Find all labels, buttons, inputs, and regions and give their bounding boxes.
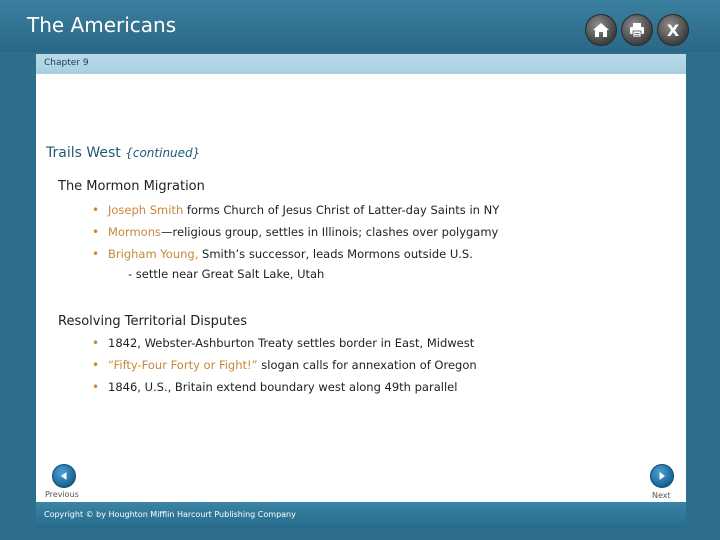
- next-button[interactable]: [650, 464, 674, 488]
- slide-title-text: Trails West: [46, 145, 121, 161]
- home-icon: [592, 22, 610, 38]
- item-highlight: Joseph Smith: [108, 203, 184, 217]
- previous-label: Previous: [45, 490, 79, 499]
- list-item: [92, 354, 477, 376]
- item-text: Smith’s successor, leads Mormons outside U.S.: [198, 247, 473, 261]
- mormon-migration-list: [92, 199, 499, 265]
- list-item: [92, 332, 477, 354]
- print-button[interactable]: [621, 14, 653, 46]
- item-text: forms Church of Jesus Christ of Latter-day Saints in NY: [183, 203, 500, 217]
- slide-content: [36, 74, 686, 502]
- list-item: [92, 199, 499, 221]
- section-heading-mormon-migration: The Mormon Migration: [58, 179, 205, 194]
- print-icon: [629, 22, 645, 38]
- app-title: The Americans: [27, 13, 177, 37]
- list-item: [92, 376, 477, 398]
- item-highlight: “Fifty-Four Forty or Fight!”: [108, 358, 258, 372]
- item-text: —religious group, settles in Illinois; clashes over polygamy: [161, 225, 499, 239]
- list-item: [92, 243, 499, 265]
- footer-bar: [36, 502, 686, 528]
- previous-button[interactable]: [52, 464, 76, 488]
- section-heading-territorial-disputes: Resolving Territorial Disputes: [58, 314, 247, 329]
- item-highlight: Mormons: [108, 225, 162, 239]
- slide-title-suffix: {continued}: [125, 146, 201, 160]
- close-icon: X: [666, 20, 680, 40]
- item-text: slogan calls for annexation of Oregon: [257, 358, 477, 372]
- chapter-label: Chapter 9: [44, 58, 89, 68]
- list-item: [92, 221, 499, 243]
- close-button[interactable]: [657, 14, 689, 46]
- copyright-text: Copyright © by Houghton Mifflin Harcourt Publishing Company: [44, 510, 296, 519]
- header-bar: [0, 0, 720, 52]
- item-text: 1842, Webster-Ashburton Treaty settles border in East, Midwest: [108, 336, 475, 350]
- slide-title: [46, 145, 200, 161]
- arrow-left-icon: [59, 471, 69, 481]
- chapter-bar: [36, 54, 686, 74]
- arrow-right-icon: [657, 471, 667, 481]
- home-button[interactable]: [585, 14, 617, 46]
- sub-item: - settle near Great Salt Lake, Utah: [128, 267, 325, 281]
- item-highlight: Brigham Young,: [108, 247, 199, 261]
- next-label: Next: [652, 491, 671, 500]
- territorial-disputes-list: [92, 332, 477, 398]
- item-text: 1846, U.S., Britain extend boundary west along 49th parallel: [108, 380, 458, 394]
